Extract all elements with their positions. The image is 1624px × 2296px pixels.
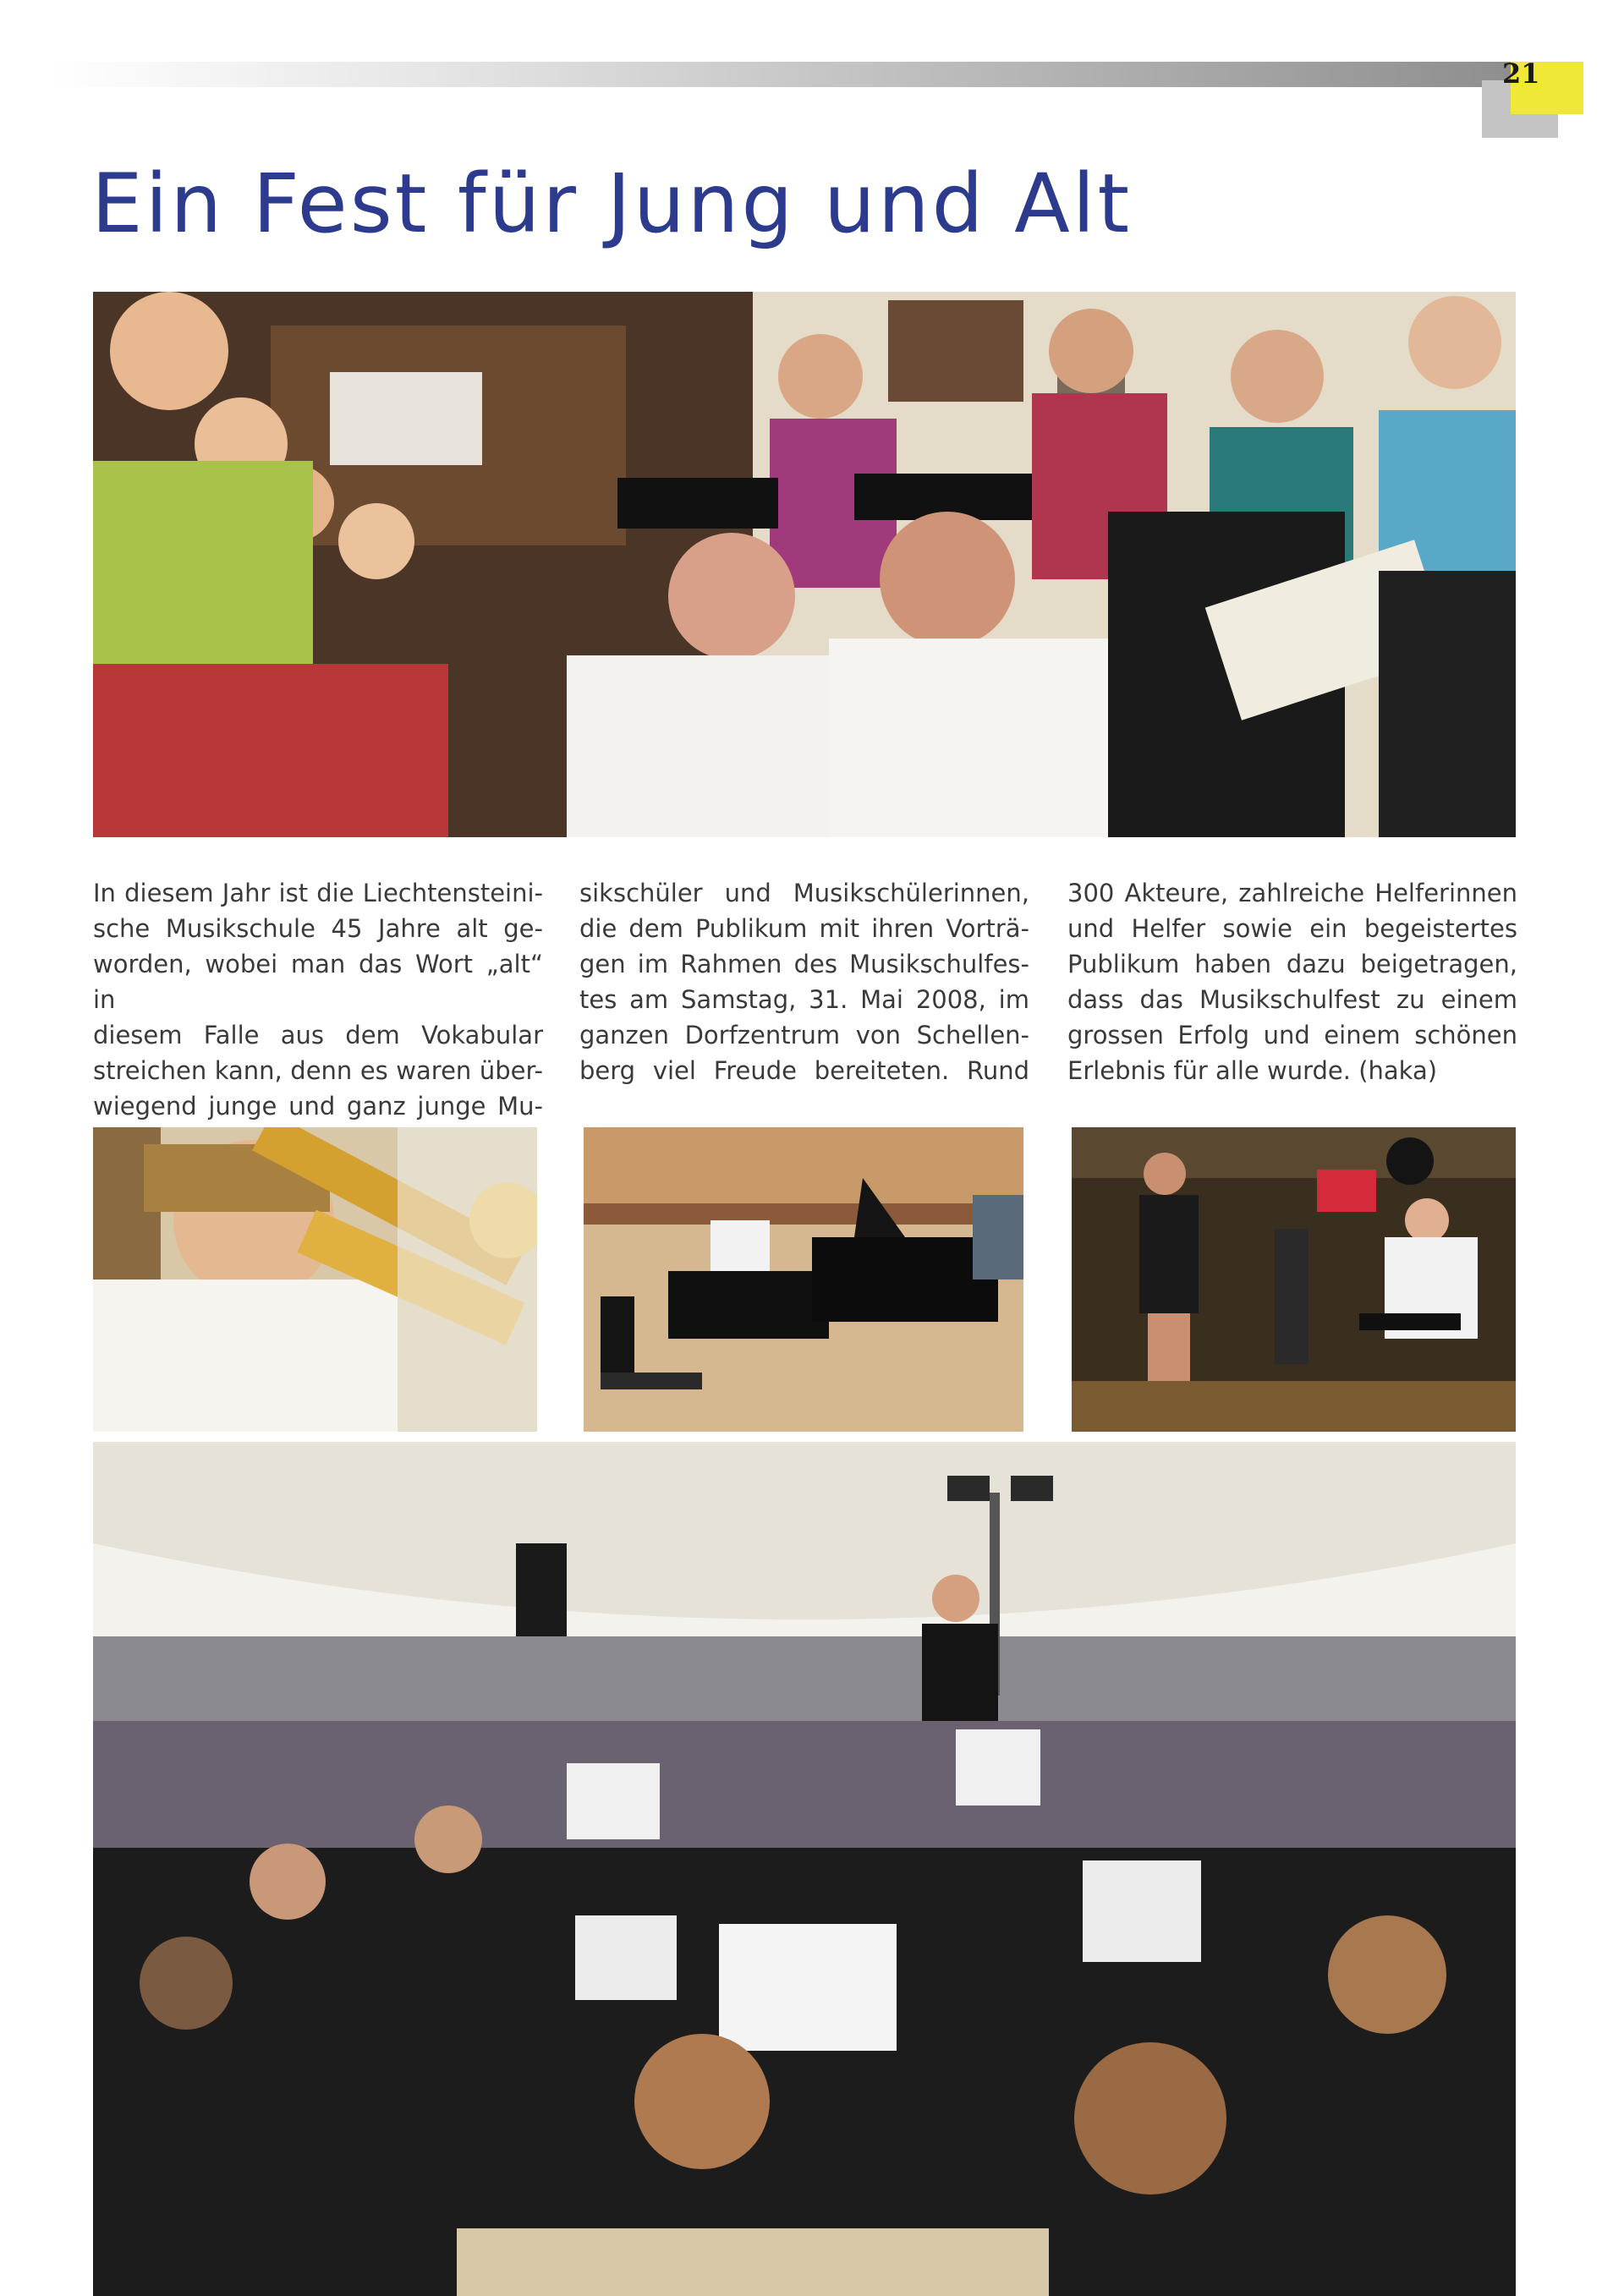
text-line: 300 Akteure, zahlreiche Helferinnen	[1067, 879, 1517, 907]
article-column-1	[93, 875, 543, 1124]
text-line: berg viel Freude bereiteten. Rund	[579, 1056, 1029, 1085]
article-column-3	[1067, 875, 1517, 1088]
text-line: sikschüler und Musikschülerinnen,	[579, 879, 1029, 907]
photo-collage-graphic	[93, 292, 1516, 837]
photo-trumpet-graphic	[93, 1127, 537, 1432]
text-line: streichen kann, denn es waren über-	[93, 1056, 543, 1085]
photo-pianos-graphic	[584, 1127, 1023, 1432]
text-line: Publikum haben dazu beigetragen,	[1067, 950, 1517, 978]
header-gradient-bar	[51, 62, 1565, 87]
photo-band-graphic	[93, 1442, 1516, 2296]
article-title: Ein Fest für Jung und Alt	[91, 156, 1133, 251]
text-line: wiegend junge und ganz junge Mu-	[93, 1092, 543, 1121]
text-line: dass das Musikschulfest zu einem	[1067, 985, 1517, 1014]
text-line: In diesem Jahr ist die Liechtensteini-	[93, 879, 543, 907]
text-line: diesem Falle aus dem Vokabular	[93, 1021, 543, 1049]
photo-collage-top	[93, 292, 1516, 837]
photo-dancers-graphic	[1072, 1127, 1516, 1432]
text-line: grossen Erfolg und einem schönen	[1067, 1021, 1517, 1049]
text-line: gen im Rahmen des Musikschulfes-	[579, 950, 1029, 978]
photo-trumpet-player	[93, 1127, 537, 1432]
text-line: und Helfer sowie ein begeistertes	[1067, 914, 1517, 943]
photo-stage-dancers	[1072, 1127, 1516, 1432]
text-line: Erlebnis für alle wurde. (haka)	[1067, 1056, 1438, 1085]
page-number: 21	[1502, 58, 1540, 90]
photo-grand-pianos	[584, 1127, 1023, 1432]
text-line: die dem Publikum mit ihren Vorträ-	[579, 914, 1029, 943]
photo-wind-band	[93, 1442, 1516, 2296]
text-line: tes am Samstag, 31. Mai 2008, im	[579, 985, 1029, 1014]
article-column-2	[579, 875, 1029, 1088]
text-line: ganzen Dorfzentrum von Schellen-	[579, 1021, 1029, 1049]
text-line: worden, wobei man das Wort „alt“ in	[93, 950, 543, 1014]
text-line: sche Musikschule 45 Jahre alt ge-	[93, 914, 543, 943]
